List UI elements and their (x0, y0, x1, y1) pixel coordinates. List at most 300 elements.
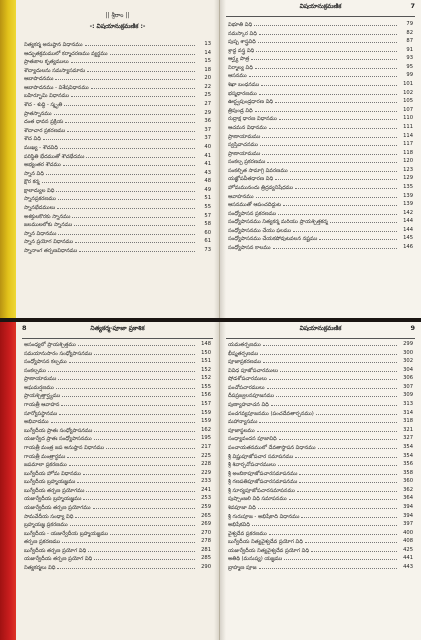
toc-entry-title: సంధ్యోపాసన ప్రకరణము (228, 210, 277, 217)
toc-entry-title: స్నాన విధి (24, 170, 44, 177)
toc-entry (24, 40, 211, 49)
toc-entry (24, 194, 211, 203)
dot-leader (83, 474, 195, 475)
toc-entry-page: 318 (403, 418, 413, 425)
toc-entry-title: స్నానప్రకరణము (24, 196, 56, 203)
toc-entry (24, 417, 211, 426)
toc-entry (228, 563, 413, 572)
toc-entry (228, 89, 413, 98)
toc-entry-page: 360 (403, 478, 413, 485)
toc-entry-page: 441 (403, 555, 413, 562)
toc-entry-page: 37 (204, 135, 211, 142)
toc-entry (24, 57, 211, 66)
toc-entry-title: బుగ్వేదీయ తర్పణ ప్రయోగ విధి (24, 547, 87, 554)
toc-entry-title: పుణ్యాహవాచన విధి (228, 402, 269, 409)
toc-entry-title: బుగ్వేదీయ బ్రహ్మయజ్ఞము (24, 479, 76, 486)
toc-entry-title: అసంధ్యలో ప్రాయశ్చిత్తము (24, 342, 76, 348)
top-spread (16, 0, 421, 318)
dot-leader (259, 568, 397, 569)
dot-leader (254, 25, 397, 26)
dot-leader (319, 239, 397, 240)
toc-entry (228, 63, 413, 72)
toc-entry (24, 169, 211, 178)
toc-entry-page: 397 (403, 521, 413, 528)
toc-entry-title: పూజాప్రకరణము (228, 359, 262, 366)
toc-entry (228, 391, 413, 400)
toc-entry-title: పుష్ప శాస్త్రవిధి (228, 39, 256, 46)
dot-leader (65, 122, 195, 123)
toc-entry (24, 49, 211, 58)
toc-entry-title: హోమమునందు త్రిద్రవ్యనిషేధము (228, 184, 294, 191)
dot-leader (256, 51, 397, 52)
toc-entry (24, 546, 211, 555)
toc-entry-title: అఘమర్షణము (24, 384, 54, 391)
dot-leader (305, 542, 397, 543)
dot-leader (94, 354, 195, 355)
toc-entry-page: 150 (201, 349, 211, 356)
toc-entry (228, 537, 413, 546)
toc-entry (24, 220, 211, 229)
running-header (226, 324, 415, 339)
dot-leader (60, 148, 195, 149)
dot-leader (269, 534, 397, 535)
page-8 (16, 322, 220, 640)
toc-entry (228, 460, 413, 469)
dot-leader (295, 457, 397, 458)
dot-leader (59, 414, 195, 415)
toc-entry-title: రుద్రాక్ష ధారణ విధానము (228, 116, 277, 123)
toc-entry (24, 126, 211, 135)
dot-leader (63, 165, 195, 166)
dot-leader (75, 242, 195, 243)
toc-entry-title: యజుర్వేదీయ బ్రహ్మయజ్ఞము (24, 496, 82, 503)
toc-entry-title: గాయత్రీ మంత్రార్థము (24, 453, 66, 460)
dot-leader (57, 568, 195, 569)
running-title: విషయానుక్రమణిక (299, 3, 342, 10)
toc-entry-title: సామవేదీయ సంధ్యా విధి (24, 513, 74, 520)
toc-entry-page: 394 (403, 503, 413, 510)
toc-entry-page: 49 (204, 186, 211, 193)
toc-entry-page: 43 (204, 169, 211, 176)
dot-leader (75, 517, 195, 518)
toc-entry-title: తర్పణ ప్రకరణము (24, 539, 61, 546)
toc-entry-page: 29 (204, 109, 211, 116)
toc-entry-page: 217 (201, 443, 211, 450)
dot-leader (249, 76, 397, 77)
dot-leader (51, 422, 195, 423)
toc-entry-title: యజుర్వేద ప్రాతః సంధ్యోపాసనము (24, 436, 92, 443)
dot-leader (69, 362, 195, 363)
book-gutter (214, 322, 226, 640)
toc-entry-page: 307 (403, 383, 413, 390)
toc-entry (228, 417, 413, 426)
toc-entry-page: 95 (406, 63, 413, 70)
dot-leader (259, 34, 397, 35)
toc-entry-title: ఆర్ఘ్య పాత్ర (228, 56, 250, 63)
toc-entry (24, 486, 211, 495)
dot-leader (301, 517, 397, 518)
toc-entry-page: 20 (204, 75, 211, 82)
dot-leader (279, 119, 397, 120)
toc-entry-title: నిత్యకర్మ అనుష్ఠాన విధానము (24, 42, 83, 48)
toc-entry (24, 537, 211, 546)
toc-entry-page: 259 (201, 503, 211, 510)
toc-entry (228, 54, 413, 63)
toc-entry-title: సంధ్యోపాసనము నిత్యకర్మ మరియు ప్రాయశ్చిత్తకర్మ (228, 219, 328, 226)
toc-entry (228, 426, 413, 435)
dot-leader (295, 188, 397, 189)
toc-entry-page: 14 (204, 49, 211, 56)
toc-entry-page: 123 (403, 166, 413, 173)
toc-entry (228, 140, 413, 149)
toc-entry-page: 40 (204, 143, 211, 150)
toc-entry-page: 327 (403, 435, 413, 442)
toc-entry (228, 452, 413, 461)
toc-entry (24, 203, 211, 212)
toc-entry-title: ప్రాణాయామము (24, 376, 57, 383)
toc-entry-title: ఆసనము (228, 73, 247, 80)
dot-leader (262, 137, 397, 138)
dot-leader (330, 222, 397, 223)
toc-entry-page: 60 (204, 229, 211, 236)
dot-leader (110, 54, 195, 55)
toc-entry (228, 349, 413, 358)
toc-entry-page: 270 (201, 529, 211, 536)
toc-entry-title: సంకల్పిత సామాగ్రి వివరణము (228, 167, 288, 174)
toc-entry (24, 503, 211, 512)
dot-leader (57, 208, 195, 209)
toc-entry (24, 460, 211, 469)
toc-entry-title: ఆబాపాదనము (24, 76, 54, 83)
running-title: విషయానుక్రమణిక (299, 325, 342, 332)
toc-entry-page: 142 (403, 209, 413, 216)
toc-entry (228, 157, 413, 166)
dot-leader (94, 431, 195, 432)
toc-entry (228, 366, 413, 375)
dot-leader (283, 205, 397, 206)
dot-leader (43, 139, 195, 140)
toc-entry-title: షోడశోపచారములు (228, 376, 267, 383)
toc-entry (228, 174, 413, 183)
toc-entry-title: యజుర్వేదీయ తర్పణ ప్రయోగ విధి (24, 556, 93, 563)
toc-entry-page: 18 (204, 66, 211, 73)
toc-entry (228, 469, 413, 478)
toc-entry-page: 157 (201, 401, 211, 408)
toc-entry (228, 340, 413, 349)
toc-entry-title: ఆచమన విధానము (228, 124, 267, 131)
toc-entry-page: 155 (201, 383, 211, 390)
toc-entry-title: పూజాస్థలము (228, 427, 255, 434)
toc-entry (228, 486, 413, 495)
dot-leader (280, 371, 397, 372)
dot-leader (67, 131, 195, 132)
dot-leader (299, 482, 397, 483)
toc-entry-title: పుష్పాంజలి విధి సమాపనము (228, 496, 287, 503)
toc-entry-title: స్నాన ప్రయోగ విధానము (24, 239, 74, 246)
toc-entry-title: యజుర్వేదీయ తర్పణ ప్రయోగము (24, 504, 91, 511)
dot-leader (256, 197, 397, 198)
dot-leader (297, 491, 397, 492)
toc-entry-page: 87 (406, 38, 413, 45)
toc-entry-title: దంత ధావన ప్రక్రియ (24, 119, 64, 126)
toc-entry-page: 356 (403, 461, 413, 468)
toc-entry-title: జలములలోకు స్నానము (24, 222, 73, 229)
toc-entry-page: 362 (403, 486, 413, 493)
toc-entry (24, 246, 211, 255)
dot-leader (88, 551, 195, 552)
toc-entry (24, 400, 211, 409)
toc-entry (228, 383, 413, 392)
dot-leader (263, 362, 397, 363)
dot-leader (255, 111, 397, 112)
toc-entry-page: 144 (403, 226, 413, 233)
toc-entry-page: 48 (204, 178, 211, 185)
toc-entry-page: 117 (403, 141, 413, 148)
toc-entry-title: బుగ్వేదీయ నిత్యవైశ్వదేవ ప్రయోగ విధి (228, 539, 303, 546)
toc-entry-title: బహిర్భూమి విధానము (24, 93, 70, 100)
book-gutter (214, 0, 226, 318)
dot-leader (56, 191, 195, 192)
toc-entry-title: ముఖ్య - శౌచవిధి (24, 144, 58, 151)
running-header (22, 324, 213, 339)
toc-entry (24, 74, 211, 83)
toc-entry (24, 529, 211, 538)
dot-leader (318, 448, 397, 449)
toc-entry-page: 57 (204, 212, 211, 219)
toc-entry-title: వైశ్వదేవ ప్రకరణము (228, 530, 267, 537)
toc-entry-page: 278 (201, 538, 211, 545)
toc-entry (24, 469, 211, 478)
toc-entry (228, 434, 413, 443)
toc-entry (24, 160, 211, 169)
toc-entry-title: శ్రీ విష్ణుపూజోపచార సమాపనము (228, 453, 294, 460)
toc-entry-page: 120 (403, 158, 413, 165)
toc-entry-title: అభివాదము (24, 419, 49, 426)
dot-leader (62, 542, 195, 543)
toc-entry-page: 425 (403, 546, 413, 553)
toc-entry-title: వివిధ పూజోపచారములు (228, 367, 278, 374)
running-header (226, 2, 415, 17)
toc-entry (228, 443, 413, 452)
dot-leader (259, 422, 397, 423)
toc-entry (228, 20, 413, 29)
toc-entry-title: ఆవాహనము (228, 193, 254, 200)
toc-list (24, 40, 211, 254)
toc-entry-page: 51 (204, 195, 211, 202)
toc-entry (228, 106, 413, 115)
toc-entry-page: 118 (403, 149, 413, 156)
toc-entry (228, 192, 413, 201)
toc-entry (24, 554, 211, 563)
toc-entry (24, 520, 211, 529)
toc-entry-page: 364 (403, 495, 413, 502)
toc-entry-page: 152 (201, 375, 211, 382)
toc-entry-title: స్నానభేదములు (24, 204, 56, 211)
toc-entry-title: ప్రాణాయామము (228, 133, 261, 140)
toc-entry (24, 186, 211, 195)
toc-entry-page: 285 (201, 555, 211, 562)
toc-entry-page: 27 (204, 101, 211, 108)
dot-leader (284, 559, 397, 560)
toc-entry (228, 97, 413, 106)
toc-list (228, 20, 413, 252)
dot-leader (252, 525, 397, 526)
toc-entry (24, 83, 211, 92)
toc-entry-page: 93 (406, 55, 413, 62)
toc-entry-title: శ్రీ గణపతిపూజోపచారసమాపనము (228, 479, 298, 486)
toc-entry-title: శౌచ విధి (24, 136, 41, 143)
toc-entry (24, 374, 211, 383)
dot-leader (61, 405, 195, 406)
toc-entry-page: 309 (403, 392, 413, 399)
toc-entry (228, 400, 413, 409)
toc-entry-page: 110 (403, 115, 413, 122)
dot-leader (67, 457, 195, 458)
dot-leader (269, 379, 397, 380)
toc-entry-title: నిత్యకర్మలు విధి (24, 565, 56, 572)
toc-entry (228, 37, 413, 46)
toc-entry-title: శిఖా బంధనము (228, 82, 260, 89)
invocation-heading: || శ్రీరాం || (105, 12, 130, 19)
toc-entry-page: 129 (403, 175, 413, 182)
dot-leader (42, 182, 195, 183)
toc-entry (24, 212, 211, 221)
dot-leader (260, 145, 397, 146)
toc-entry-page: 73 (204, 246, 211, 253)
dot-leader (94, 559, 195, 560)
toc-entry (24, 366, 211, 375)
page-6 (16, 0, 220, 318)
toc-entry-title: యజుర్వేదీయ నిత్యవైశ్వదేవ ప్రయోగ విధి (228, 547, 309, 554)
dot-leader (77, 482, 195, 483)
toc-entry-page: 354 (403, 452, 413, 459)
toc-entry (24, 100, 211, 109)
toc-entry-page: 91 (406, 46, 413, 53)
dot-leader (311, 551, 397, 552)
toc-entry-title: ఆద్భుతక్రమములో కర్మాచరణము వ్యర్థము (24, 50, 108, 57)
toc-entry-title: యజ్ఞోపవీతధారణ విధి (228, 176, 274, 183)
toc-entry-page: 105 (403, 98, 413, 105)
dot-leader (299, 474, 397, 475)
toc-entry-title: క్షాలాద్యుల విధి (24, 187, 55, 194)
toc-entry-title: సంధ్యావందన పూజావిధి (228, 436, 277, 443)
dot-leader (293, 231, 397, 232)
toc-entry-title: మహాన్యాసము (228, 419, 258, 426)
dot-leader (276, 396, 397, 397)
toc-entry-title: పంచోపచారములు (228, 384, 265, 391)
toc-entry (24, 409, 211, 418)
toc-entry-page: 394 (403, 512, 413, 519)
dot-leader (85, 45, 195, 46)
dot-leader (91, 88, 195, 89)
running-title: నిత్యకర్మ-పూజా ప్రకాశిక (90, 325, 145, 332)
toc-entry (24, 357, 211, 366)
dot-leader (251, 59, 397, 60)
toc-entry-title: సంధ్యోపాసన కాలము (228, 245, 271, 252)
toc-entry-title: త్రిపుండ్ర విధి (228, 107, 253, 114)
dot-leader (58, 199, 195, 200)
toc-entry-page: 61 (204, 238, 211, 245)
toc-entry-title: జపమాలా ప్రకరణము (24, 462, 67, 469)
dot-leader (260, 354, 397, 355)
dot-leader (106, 448, 195, 449)
page-number: 7 (410, 2, 415, 10)
toc-entry-page: 400 (403, 529, 413, 536)
toc-entry-page: 313 (403, 401, 413, 408)
toc-entry-page: 229 (201, 469, 211, 476)
toc-entry-page: 195 (201, 435, 211, 442)
toc-entry-page: 408 (403, 538, 413, 545)
toc-entry-title: విభూతి విధి (228, 22, 253, 28)
toc-entry-title: శౌచాచార ప్రకరణము (24, 127, 66, 134)
dot-leader (78, 345, 195, 346)
toc-entry-title: అతిథి (మనుష్య) యజ్ఞము (228, 556, 283, 563)
toc-entry-page: 225 (201, 452, 211, 459)
toc-entry (228, 200, 413, 209)
dot-leader (278, 465, 397, 466)
dot-leader (316, 414, 397, 415)
toc-entry-page: 290 (201, 564, 211, 571)
toc-entry-title: స్నాన విధానము (24, 230, 57, 237)
toc-entry-title: బుగ్వేదీయ తర్పణ ప్రయోగము (24, 487, 85, 494)
toc-entry-page: 151 (201, 358, 211, 365)
toc-entry (24, 134, 211, 143)
toc-entry (24, 452, 211, 461)
toc-entry-title: అభ్యంతర శౌచము (24, 162, 61, 169)
dot-leader (269, 128, 397, 129)
toc-entry-page: 253 (201, 495, 211, 502)
toc-entry-page: 159 (201, 418, 211, 425)
dot-leader (279, 439, 397, 440)
bottom-spread (16, 322, 421, 640)
dot-leader (86, 491, 195, 492)
toc-entry (228, 374, 413, 383)
dot-leader (48, 371, 195, 372)
toc-list (228, 340, 413, 572)
toc-entry-title: నిర్మాల్య విధి (228, 64, 253, 71)
toc-entry-title: శౌచ - శుద్ధి - స్మృతి (24, 102, 63, 109)
toc-entry-page: 443 (403, 564, 413, 571)
toc-entry-page: 299 (403, 341, 413, 347)
toc-entry (228, 512, 413, 521)
toc-entry (228, 71, 413, 80)
toc-entry-page: 269 (201, 521, 211, 528)
toc-entry (228, 546, 413, 555)
toc-entry-page: 99 (406, 72, 413, 79)
toc-entry (24, 512, 211, 521)
toc-entry-title: గాయత్రీ ఆవాహన (24, 402, 60, 409)
toc-entry (228, 234, 413, 243)
toc-entry-title: ప్రాతస్నానము (24, 110, 52, 117)
toc-entry-page: 101 (403, 81, 413, 88)
dot-leader (86, 157, 195, 158)
toc-entry-title: స్వస్తివాచనము (228, 142, 258, 149)
toc-entry-title: క్షౌర కర్మ (24, 179, 40, 186)
toc-entry-title: పరిస్థితి భేదముతో శౌచభేదము (24, 153, 85, 160)
toc-entry (228, 183, 413, 192)
toc-entry-title: నమస్కార విధి (228, 30, 257, 37)
toc-entry (24, 91, 211, 100)
toc-entry-page: 159 (201, 409, 211, 416)
toc-entry-title: ఊర్ధ్వపుండ్రధారణ విధి (228, 99, 274, 106)
toc-entry (228, 357, 413, 366)
toc-entry (228, 209, 413, 218)
dot-leader (273, 248, 397, 249)
toc-entry-page: 139 (403, 201, 413, 208)
toc-entry-page: 139 (403, 192, 413, 199)
toc-entry-title: సమయానుసారం సంధ్యోపాసనము (24, 350, 93, 357)
toc-entry-page: 58 (204, 221, 211, 228)
